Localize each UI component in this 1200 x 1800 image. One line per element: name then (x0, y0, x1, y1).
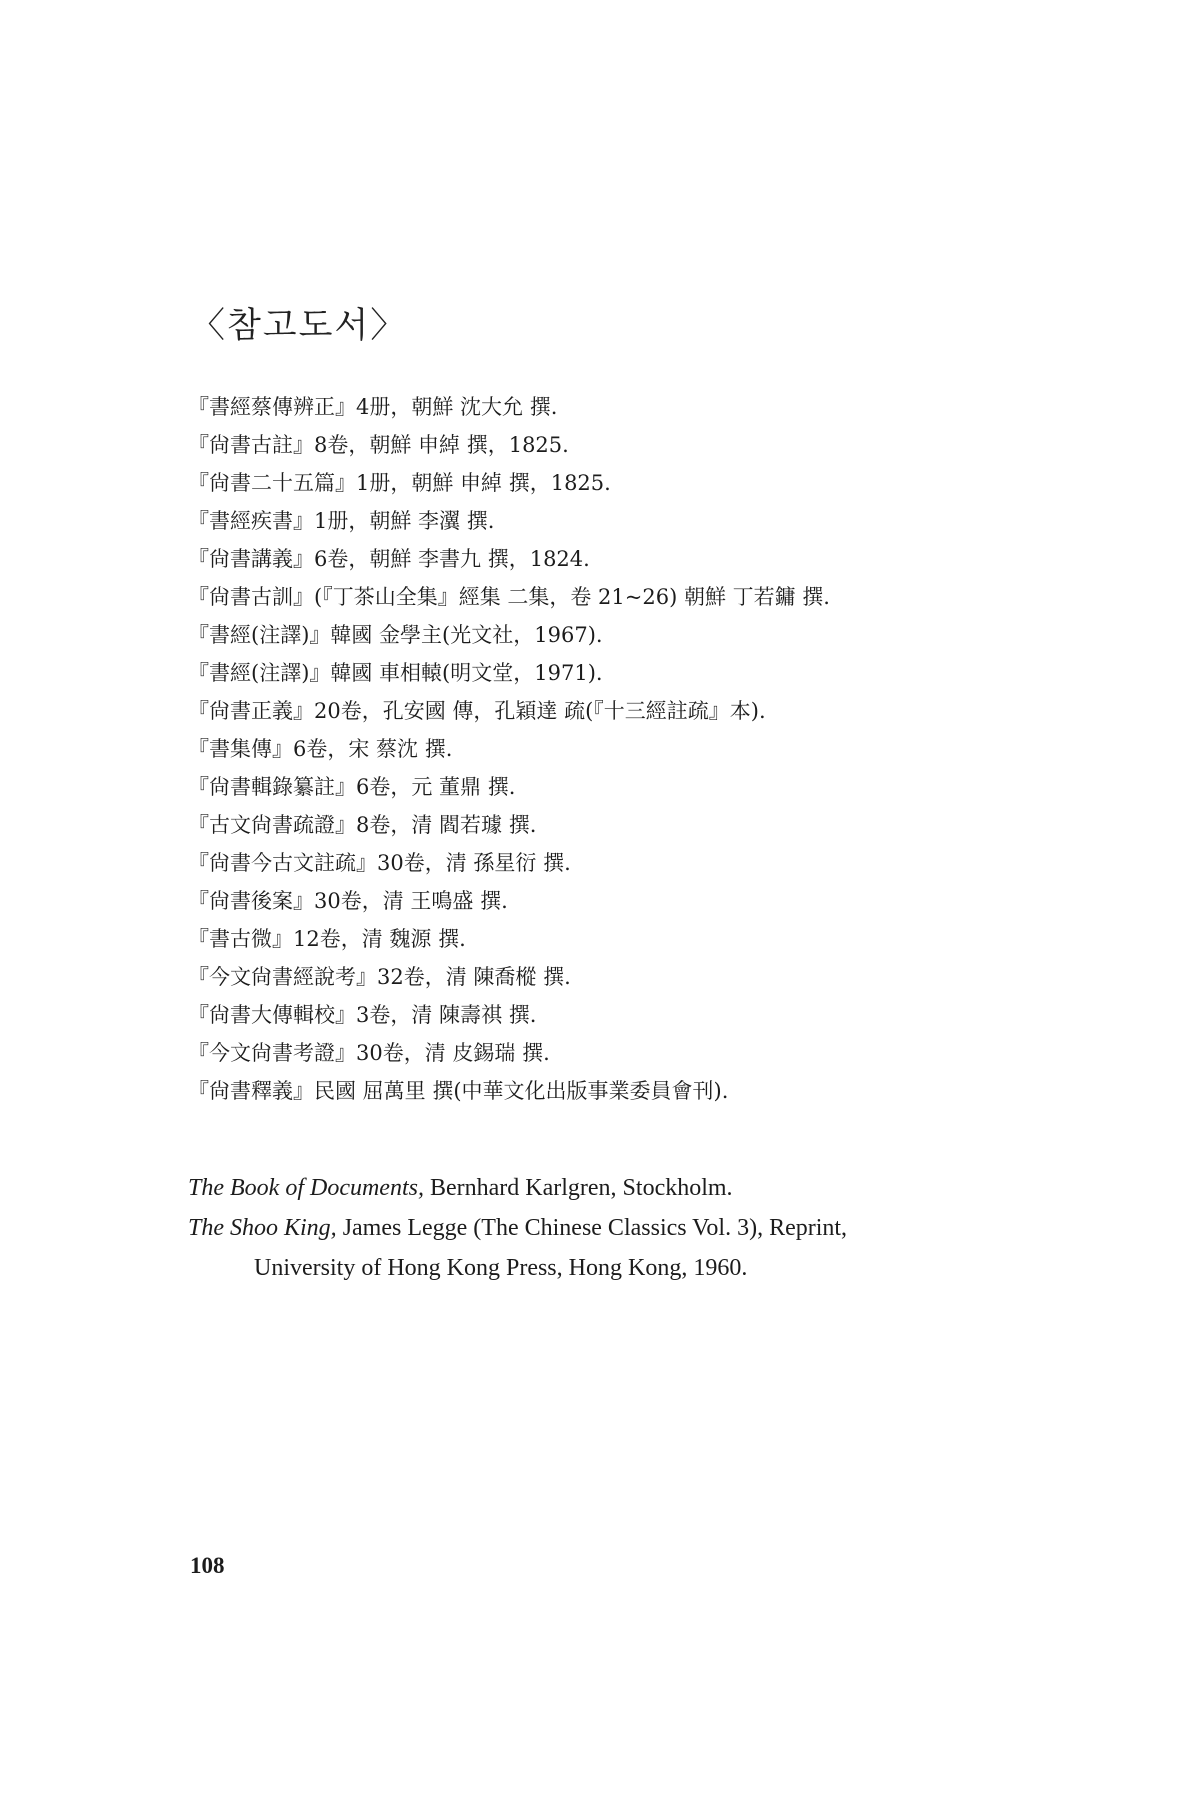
reference-item: 『書古微』12卷，清 魏源 撰. (188, 927, 466, 951)
reference-item: 『書集傳』6卷，宋 蔡沈 撰. (188, 737, 453, 761)
reference-item: 『尙書輯錄纂註』6卷，元 董鼎 撰. (188, 775, 516, 799)
reference-item: 『書經蔡傳辨正』4册，朝鮮 沈大允 撰. (188, 395, 558, 419)
book-title: The Book of Documents, (188, 1175, 424, 1201)
reference-item: 『書經(注譯)』韓國 金學主(光文社，1967). (188, 623, 603, 647)
western-reference-item (188, 1168, 1088, 1208)
reference-continuation: University of Hong Kong Press, Hong Kong, 1960. (254, 1255, 748, 1281)
section-heading: 〈참고도서〉 (190, 306, 408, 346)
reference-details: James Legge (The Chinese Classics Vol. 3), Reprint, (336, 1215, 848, 1241)
reference-item: 『尙書講義』6卷，朝鮮 李書九 撰，1824. (188, 547, 590, 571)
reference-item: 『尙書釋義』民國 屈萬里 撰(中華文化出版事業委員會刊). (188, 1079, 729, 1103)
reference-item: 『尙書二十五篇』1册，朝鮮 申綽 撰，1825. (188, 471, 611, 495)
reference-item: 『書經疾書』1册，朝鮮 李瀷 撰. (188, 509, 495, 533)
reference-item: 『尙書正義』20卷，孔安國 傳，孔穎達 疏(『十三經註疏』本). (188, 699, 766, 723)
reference-item: 『書經(注譯)』韓國 車相轅(明文堂，1971). (188, 661, 603, 685)
reference-item: 『尙書後案』30卷，清 王鳴盛 撰. (188, 889, 508, 913)
reference-item: 『尙書今古文註疏』30卷，清 孫星衍 撰. (188, 851, 571, 875)
reference-item: 『尙書古訓』(『丁茶山全集』經集 二集，卷 21~26) 朝鮮 丁若鏞 撰. (188, 585, 830, 609)
book-title: The Shoo King, (188, 1215, 337, 1241)
reference-item: 『今文尙書經說考』32卷，清 陳喬樅 撰. (188, 965, 571, 989)
reference-item: 『古文尙書疏證』8卷，清 閻若璩 撰. (188, 813, 537, 837)
page-number: 108 (190, 1553, 225, 1578)
reference-item: 『尙書古註』8卷，朝鮮 申綽 撰，1825. (188, 433, 569, 457)
western-reference-item (188, 1208, 1088, 1288)
western-reference-list (188, 1168, 1088, 1288)
reference-item: 『尙書大傳輯校』3卷，清 陳壽祺 撰. (188, 1003, 537, 1027)
reference-details: Bernhard Karlgren, Stockholm. (423, 1175, 733, 1201)
reference-list (188, 388, 1088, 1110)
reference-item: 『今文尙書考證』30卷，清 皮錫瑞 撰. (188, 1041, 550, 1065)
